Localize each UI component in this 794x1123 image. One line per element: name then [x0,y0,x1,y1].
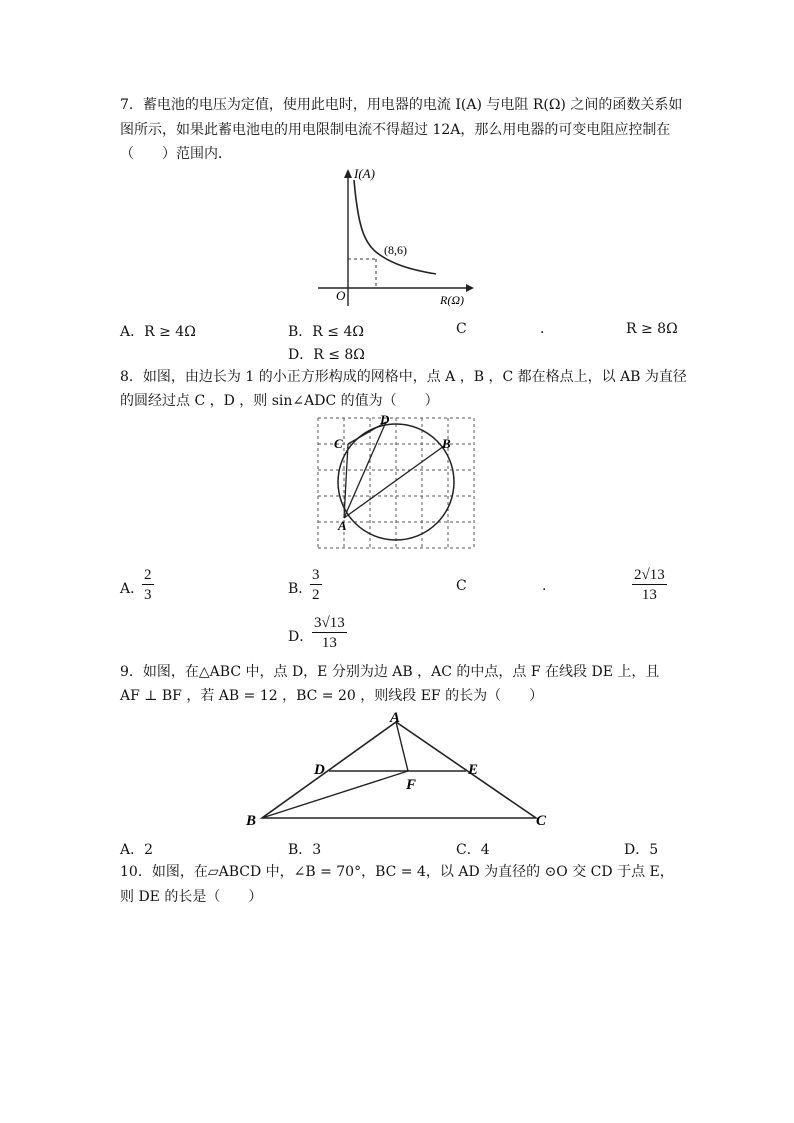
q9-line1: 9．如图，在△ABC 中，点 D，E 分别为边 AB ，AC 的中点，点 F 在线段 DE 上，且 [120,664,660,680]
q7-line1: 7．蓄电池的电压为定值，使用此电时，用电器的电流 I(A) 与电阻 R(Ω) 之间的函数关系如 [120,97,683,113]
q7-option-d: D．R ≤ 8Ω [288,347,365,363]
q8-option-c-fraction [632,566,667,605]
q7-y-arrow [344,169,352,178]
q7-curve [354,180,436,274]
q7-option-b: B．R ≤ 4Ω [288,324,364,340]
q8-option-c-den: 13 [641,587,657,603]
q8-option-a-den: 3 [144,587,152,603]
q7-line3: （ ）范围内． [120,146,232,162]
q7-point-label: (8,6) [384,243,407,257]
q9-label-f: F [406,777,417,793]
q10-line1: 10．如图，在▱ABCD 中，∠B = 70°，BC = 4，以 AD 为直径的 ⊙O 交 CD 于点 E， [120,864,674,880]
q8-option-b-den: 2 [312,587,320,603]
q8-line1: 8．如图，由边长为 1 的小正方形构成的网格中，点 A ，B ，C 都在格点上，以 AB 为直径 [120,369,687,385]
q8-option-d-fraction [312,614,347,653]
q7-option-c-dot: . [540,321,545,337]
q8-label-c: C [334,436,343,451]
q7-y-label: I(A) [354,166,375,181]
q8-option-d-den: 13 [321,635,337,651]
q8-line2: 的圆经过点 C ，D ，则 sin∠ADC 的值为（ ） [120,393,439,409]
q9-option-a: A．2 [120,842,154,858]
q9-label-e: E [468,762,479,778]
q8-option-c-prefix: C [456,578,467,594]
q8-segment-ab [344,446,444,518]
q9-label-b: B [246,813,257,829]
q8-option-c-num: 2√13 [634,567,665,583]
q8-label-a: A [338,518,347,533]
q10-line2: 则 DE 的长是（ ） [120,889,263,905]
q7-option-a: A．R ≥ 4Ω [120,324,196,340]
q7-x-label: R(Ω) [440,293,464,307]
q7-line2: 图所示，如果此蓄电池电的用电限制电流不得超过 12A，那么用电器的可变电阻应控制在 [120,122,671,138]
q9-line2: AF ⊥ BF ，若 AB = 12 ，BC = 20 ，则线段 EF 的长为（ ） [120,688,544,704]
q9-label-a: A [390,710,401,726]
q7-figure [316,166,482,310]
q8-option-b-num: 3 [312,567,320,583]
q8-option-a-prefix: A． [120,581,145,597]
q9-label-c: C [536,813,547,829]
q9-figure [240,708,560,832]
q7-option-c-text: R ≥ 8Ω [626,321,678,337]
q9-option-b: B．3 [288,842,322,858]
q8-option-c-dot: . [542,578,547,594]
q8-option-a-num: 2 [144,567,152,583]
q7-origin-label: O [336,288,346,303]
q8-option-d-num: 3√13 [314,615,345,631]
q7-x-arrow [466,284,474,292]
q7-option-c: C [456,321,467,337]
q9-label-d: D [314,762,325,778]
q8-label-d: D [380,414,390,427]
q8-option-b-prefix: B． [288,581,313,597]
q8-option-d-prefix: D． [288,629,314,645]
q8-option-a-fraction [142,566,154,605]
q9-option-c: C．4 [456,842,490,858]
q8-figure [314,414,480,554]
q9-segment-bf [262,771,408,818]
q8-label-b: B [442,436,451,451]
q9-option-d: D．5 [624,842,659,858]
q8-option-b-fraction [310,566,322,605]
